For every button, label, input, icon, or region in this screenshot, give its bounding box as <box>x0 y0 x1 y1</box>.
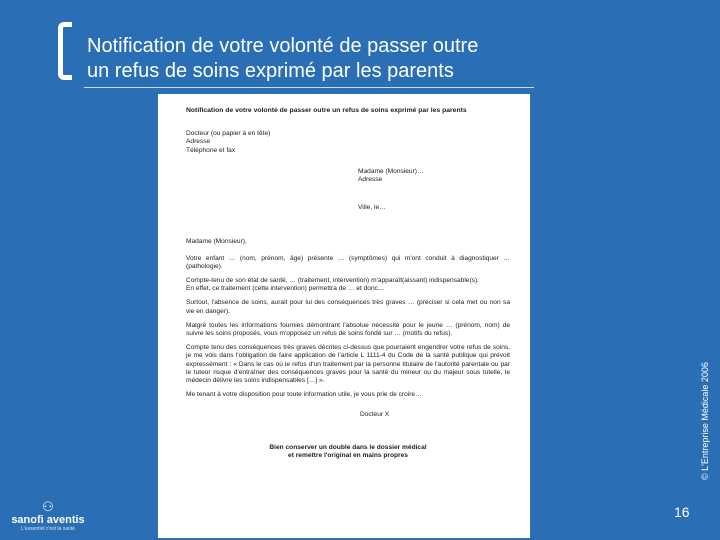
sender-line: Adresse <box>186 138 211 146</box>
paragraph-treatment-line: Compte-tenu de son état de santé, … (traitement, intervention) m'apparaît(aissant) indispensable(s). <box>186 277 479 285</box>
paragraph-refusal: Malgré toutes les informations fournies démontrant l'absolue nécessité pour le jeune … (prénom, nom) de suivre les soins proposés, vous m'opposez un refus de soins fondé sur … (motifs du refus). <box>186 321 510 338</box>
recipient-block <box>358 168 510 184</box>
logo-figures-icon: ⚇ <box>42 499 54 514</box>
letter-footer-note <box>186 444 510 460</box>
slide-title-line-1: Notification de votre volonté de passer outre <box>87 35 479 57</box>
sanofi-aventis-logo <box>8 500 88 538</box>
footer-line: et remettre l'original en mains propres <box>288 451 408 459</box>
slide-title-line-2: un refus de soins exprimé par les parents <box>87 60 454 82</box>
signature: Docteur X <box>360 411 390 419</box>
title-divider <box>84 87 534 88</box>
paragraph-treatment <box>186 277 510 293</box>
page-number: 16 <box>674 504 690 520</box>
salutation: Madame (Monsieur), <box>186 238 247 246</box>
title-bracket-decoration <box>58 22 72 80</box>
recipient-line: Adresse <box>358 176 383 184</box>
letter-heading: Notification de votre volonté de passer outre un refus de soins exprimé par les parents <box>186 107 467 114</box>
logo-tagline: L'essentiel c'est la santé <box>21 526 75 532</box>
closing-line: Me tenant à votre disposition pour toute information utile, je vous prie de croire… <box>186 391 422 399</box>
copyright-notice: © L'Entreprise Médicale 2006 <box>700 362 710 480</box>
paragraph-diagnosis: Votre enfant … (nom, prénom, âge) présente … (symptômes) qui m'ont conduit à diagnostiquer … (pathologie). <box>186 254 510 270</box>
sender-line: Téléphone et fax <box>186 146 236 154</box>
sender-block <box>186 130 510 155</box>
paragraph-treatment-line: En effet, ce traitement (cette intervention) permettra de … et donc… <box>186 285 385 293</box>
sender-line: Docteur (ou papier à en tête) <box>186 130 271 138</box>
place-date: Ville, le… <box>358 204 386 212</box>
logo-wordmark: sanofi aventis <box>11 514 85 526</box>
footer-line: Bien conserver un double dans le dossier médical <box>269 443 427 451</box>
recipient-line: Madame (Monsieur)… <box>358 167 424 175</box>
slide-title <box>87 34 478 84</box>
letter-document <box>158 94 530 538</box>
paragraph-legal-article: Compte tenu des conséquences très graves décrites ci-dessus que pourraient engendrer votre refus de soins, je me vois dans l'obligation de faire application de l'article L 1111-4 du Code de la santé publique qui prévoit expressément : « Dans le cas où le refus d'un traitement par la personne titulaire de l'autorité parentale ou par le tuteur risque d'entraîner des conséquences graves pour la santé du mineur ou du majeur sous tutelle, le médecin délivre les soins indispensables […] ». <box>186 344 510 385</box>
paragraph-consequences: Surtout, l'absence de soins, aurait pour lui des conséquences très graves … (préciser si cela met ou non sa vie en danger). <box>186 299 510 315</box>
